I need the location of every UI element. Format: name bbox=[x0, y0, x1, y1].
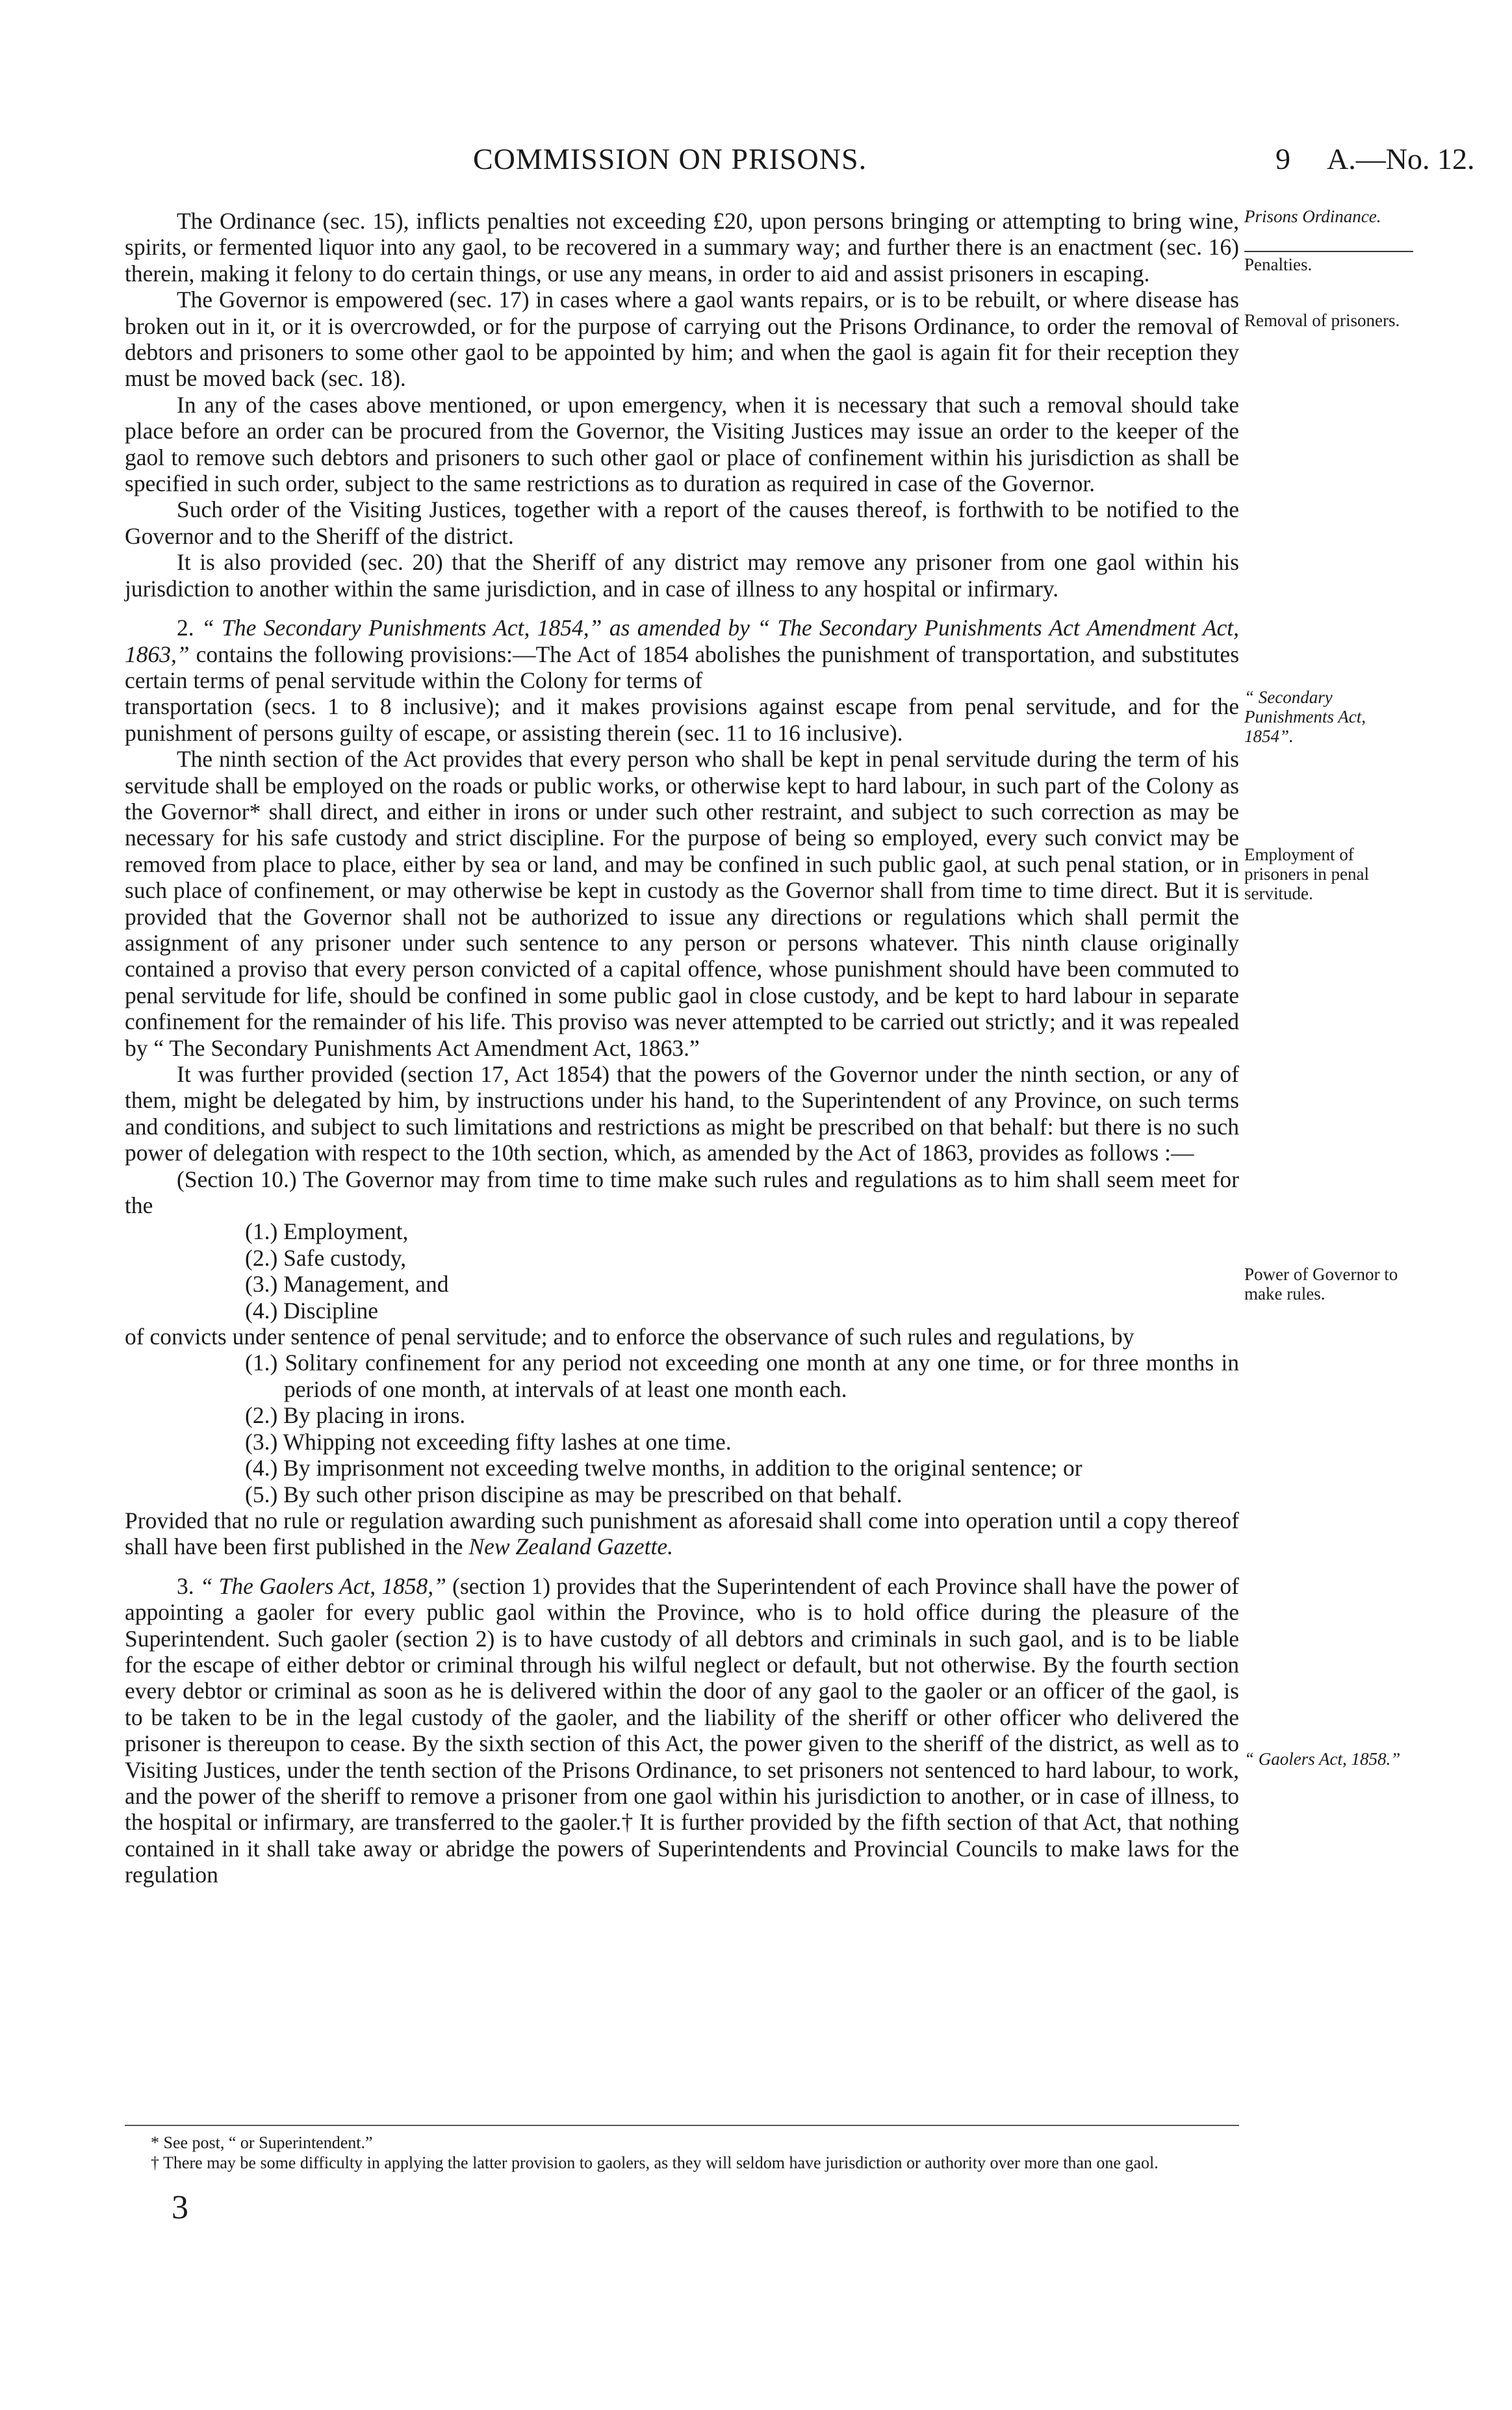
section-number: 3. bbox=[177, 1572, 194, 1599]
margin-note-secondary-punishments bbox=[1244, 687, 1413, 746]
list-item: (1.) Employment, bbox=[245, 1218, 409, 1245]
paragraph: In any of the cases above mentioned, or upon emergency, when it is necessary that such a removal should take place before an order can be procured from the Governor, the Visiting Justices may issue an order to the keeper of the gaol to remove such debtors and prisoners to such other gaol or place of confinement within his jurisdiction as shall be specified in such order, subject to the same restrictions as to duration as required in case of the Governor. bbox=[125, 391, 1239, 497]
paragraph: The Governor is empowered (sec. 17) in cases where a gaol wants repairs, or is to be rebuilt, or where disease has broken out in it, or it is overcrowded, or for the purpose of carrying out the Prisons Ordinance, to order the removal of debtors and prisoners to some other gaol to be appointed by him; and when the gaol is again fit for their reception they must be moved back (sec. 18). bbox=[125, 287, 1239, 392]
page-title: COMMISSION ON PRISONS. bbox=[473, 142, 867, 175]
paragraph: It was further provided (section 17, Act 1854) that the powers of the Governor under the ninth section, or any of them, might be delegated by him, by instructions under his hand, to the Superintendent of any Province, on such terms and conditions, and subject to such limitations and restrictions as might be prescribed on that behalf: but there is no such power of delegation with respect to the 10th section, which, as amended by the Act of 1863, provides as follows :— bbox=[125, 1061, 1239, 1166]
list-item: (1.) Solitary confinement for any period not exceeding one month at any one time, or for three months in periods of one month, at intervals of at least one month each. bbox=[245, 1350, 1239, 1402]
act-title: “ The Gaolers Act, 1858,” bbox=[199, 1572, 446, 1599]
paragraph: It is also provided (sec. 20) that the Sheriff of any district may remove any prisoner from one gaol within his jurisdiction to another within the same jurisdiction, and in case of illness to any hospital or infirmary. bbox=[125, 549, 1239, 602]
paragraph: (Section 10.) The Governor may from time to time make such rules and regulations as to him shall seem meet for the bbox=[125, 1166, 1239, 1219]
gazette-title: New Zealand Gazette. bbox=[468, 1533, 673, 1560]
margin-note-removal: Removal of prisoners. bbox=[1244, 311, 1400, 330]
paragraph-text: Provided that no rule or regulation awarding such punishment as aforesaid shall come into operation until a copy thereof shall have been first published in the bbox=[125, 1507, 1239, 1560]
signature-mark: 3 bbox=[172, 2189, 188, 2226]
list-item: (4.) Discipline bbox=[245, 1297, 379, 1324]
act-connector: as amended by bbox=[609, 615, 750, 641]
margin-note-penalties: Penalties. bbox=[1244, 255, 1313, 274]
body-text bbox=[125, 208, 1239, 1888]
list-item: (5.) By such other prison discipine as may be prescribed on that behalf. bbox=[245, 1481, 903, 1507]
document-reference: A.—No. 12. bbox=[1327, 142, 1475, 175]
paragraph-text: (section 1) provides that the Superintendent of each Province shall have the power of appointing a gaoler for every public gaol within the Province, who is to hold office during the pleasure of the Superintendent. Such gaoler (section 2) is to have custody of all debtors and criminals in such gaol, and is to be liable for the escape of either debtor or criminal through his wilful neglect or default, but not otherwise. By the fourth section every debtor or criminal as soon as he is delivered within the door of any gaol to the gaoler or an officer of the gaol, is to be taken to be in the legal custody of the gaoler, and the liability of the sheriff or other officer who delivered the prisoner is thereupon to cease. By the sixth section of this Act, the power given to the sheriff of the district, as well as to Visiting Justices, under the tenth section of the Prisons Ordinance, to set prisoners not sentenced to hard labour, to work, and the power of the sheriff to remove a prisoner from one gaol within his jurisdiction to another, or in case of illness, to the hospital or infirmary, are transferred to the gaoler.† It is further provided by the fifth section of that Act, that nothing contained in it shall take away or abridge the powers of Superintendents and Provincial Councils to make laws for the regulation bbox=[125, 1572, 1240, 1888]
paragraph-section-3 bbox=[125, 1573, 1239, 1888]
margin-note-prisons-ordinance bbox=[1244, 207, 1413, 226]
margin-note-gaolers-act bbox=[1244, 1749, 1413, 1769]
margin-note-text: “ Gaolers Act, 1858.” bbox=[1244, 1749, 1401, 1769]
act-title: “ The Secondary Punishments Act Amendment Act, 1863,” bbox=[125, 615, 1240, 667]
margin-rule bbox=[1244, 251, 1413, 252]
page-header bbox=[0, 142, 1512, 187]
paragraph bbox=[125, 1507, 1239, 1560]
margin-note-text: Prisons Ordinance. bbox=[1244, 207, 1381, 226]
paragraph: Such order of the Visiting Justices, together with a report of the causes thereof, is forthwith to be notified to the Governor and to the Sheriff of the district. bbox=[125, 496, 1239, 549]
paragraph: The Ordinance (sec. 15), inflicts penalties not exceeding £20, upon persons bringing or attempting to bring wine, spirits, or fermented liquor into any gaol, to be recovered in a summary way; and further there is an enactment (sec. 16) therein, making it felony to do certain things, or use any means, in order to aid and assist prisoners in escaping. bbox=[125, 208, 1239, 287]
margin-note-power-of-governor: Power of Governor to make rules. bbox=[1244, 1264, 1398, 1303]
paragraph-text: contains the following provisions:—The Act of 1854 abolishes the punishment of transportation, and substitutes certain terms of penal servitude within the Colony for terms of bbox=[125, 641, 1240, 693]
footnote: † There may be some difficulty in applying the latter provision to gaolers, as they will seldom have jurisdiction or authority over more than one gaol. bbox=[151, 2153, 1159, 2172]
paragraph: The ninth section of the Act provides that every person who shall be kept in penal servitude during the term of his servitude shall be employed on the roads or public works, or otherwise kept to hard labour, in such part of the Colony as the Governor* shall direct, and either in irons or under such other restraint, and subject to such correction as may be necessary for his safe custody and strict discipline. For the purpose of being so employed, every such convict may be removed from place to place, either by sea or land, and may be confined in such public gaol, at such penal station, or in such place of confinement, or may otherwise be kept in custody as the Governor shall from time to time direct. But it is provided that the Governor shall not be authorized to issue any directions or regulations which shall permit the assignment of any prisoner under such sentence to any person or persons whatever. This ninth clause originally contained a proviso that every person convicted of a capital offence, whose punishment should have been commuted to penal servitude for life, should be confined in some public gaol in close custody, and be kept to hard labour in separate confinement for the remainder of his life. This proviso was never attempted to be carried out strictly; and it was repealed by “ The Secondary Punishments Act Amendment Act, 1863.” bbox=[125, 746, 1239, 1061]
paragraph: of convicts under sentence of penal servitude; and to enforce the observance of such rules and regulations, by bbox=[125, 1324, 1134, 1350]
section-number: 2. bbox=[177, 615, 194, 641]
margin-note-text: “ Secondary Punishments Act, 1854”. bbox=[1244, 687, 1366, 746]
paragraph-section-2 bbox=[125, 615, 1239, 693]
list-item: (2.) By placing in irons. bbox=[245, 1402, 466, 1429]
footnote-rule bbox=[125, 2125, 1239, 2126]
act-title: “ The Secondary Punishments Act, 1854,” bbox=[201, 615, 602, 641]
footnote: * See post, “ or Superintendent.” bbox=[151, 2133, 373, 2152]
list-item: (3.) Whipping not exceeding fifty lashes at one time. bbox=[245, 1428, 732, 1455]
margin-note-employment: Employment of prisoners in penal servitude. bbox=[1244, 845, 1369, 903]
list-item: (2.) Safe custody, bbox=[245, 1244, 407, 1271]
list-item: (3.) Management, and bbox=[245, 1271, 449, 1298]
page-number: 9 bbox=[1275, 142, 1290, 175]
footnotes bbox=[125, 2133, 1239, 2173]
paragraph: transportation (secs. 1 to 8 inclusive); and it makes provisions against escape from penal servitude, and for the punishment of persons guilty of escape, or assisting therein (sec. 11 to 16 inclusive). bbox=[125, 693, 1239, 746]
list-item: (4.) By imprisonment not exceeding twelve months, in addition to the original sentence; or bbox=[245, 1455, 1083, 1481]
